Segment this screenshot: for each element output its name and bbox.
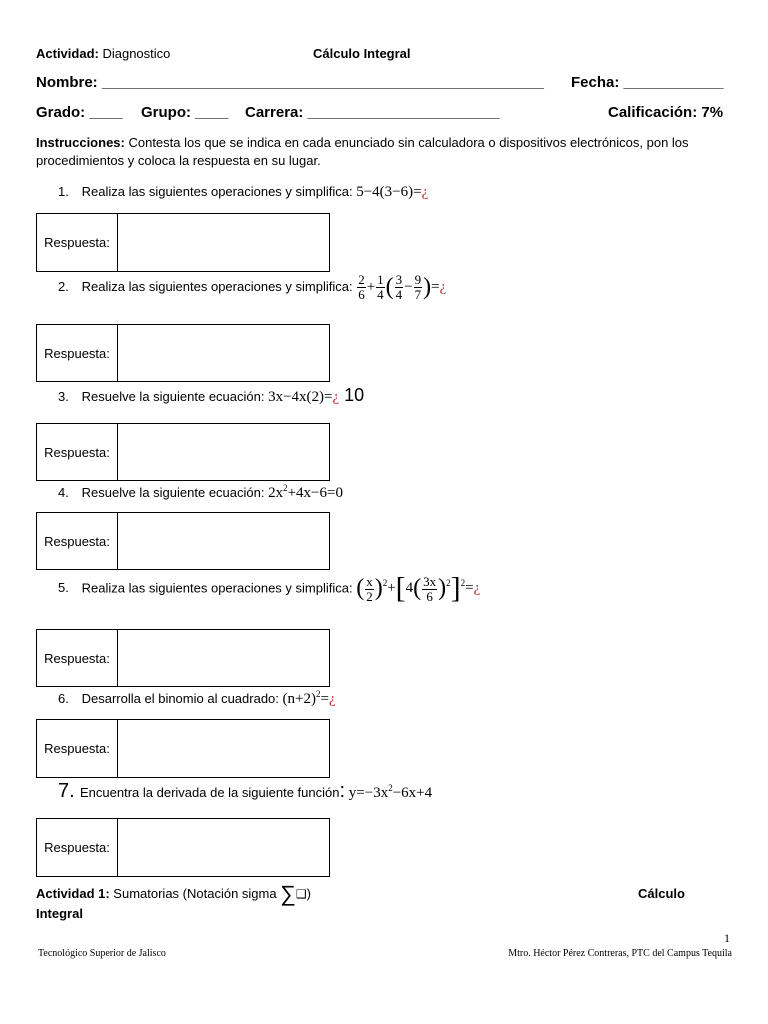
instructions (36, 134, 689, 170)
answer-box-1[interactable] (36, 213, 330, 272)
math-expression: 5−4(3−6)= (356, 184, 422, 200)
closing-paren: ) (306, 886, 311, 901)
question-mark: ¿ (328, 691, 336, 707)
colon: : (339, 780, 346, 802)
math-expression: $\frac{2}{6}$ + $\frac{1}{4}$ ( $\frac{3}{4}$ − $\frac{9}{7}$ )=¿ (358, 272, 447, 302)
question-4 (58, 483, 343, 502)
answer-label: Respuesta: (37, 513, 118, 569)
question-mark: ¿ (421, 184, 429, 200)
question-mark: ¿ (332, 389, 340, 405)
answer-box-6[interactable] (36, 719, 330, 778)
nombre-line (36, 74, 544, 91)
question-number: 2. (58, 278, 69, 294)
page-number: 1 (724, 931, 730, 945)
question-text: Realiza las siguientes operaciones y simplifica: (81, 184, 357, 199)
grado-line (36, 104, 123, 121)
placeholder-box-icon: ❑ (295, 887, 307, 901)
math-expression: ( $\frac{x}{2}$ )$^2$+[4( $\frac{3x}{6}$ )$^2$]$^2$=¿ (356, 572, 481, 605)
answer-label: Respuesta: (37, 819, 118, 876)
next-activity-course-b: Integral (36, 906, 83, 921)
answer-label: Respuesta: (37, 720, 118, 777)
footer-right: Mtro. Héctor Pérez Contreras, PTC del Campus Tequila (508, 948, 732, 959)
nombre-label: Nombre: (36, 74, 102, 91)
question-2 (58, 273, 446, 302)
answer-box-4[interactable] (36, 512, 330, 570)
next-activity (36, 881, 311, 907)
next-activity-course-a: Cálculo (638, 886, 685, 901)
activity-label: Actividad: (36, 46, 99, 61)
question-text: Encuentra la derivada de la siguiente función (80, 785, 340, 800)
sigma-icon: ∑ (280, 881, 296, 906)
grupo-field[interactable]: ____ (195, 104, 229, 121)
grupo-label: Grupo: (141, 104, 196, 121)
carrera-label: Carrera: (245, 104, 308, 121)
fecha-field[interactable]: ____________ (623, 74, 724, 91)
question-text: Resuelve la siguiente ecuación: (81, 389, 269, 404)
question-number: 5. (58, 580, 69, 596)
answer-box-3[interactable] (36, 423, 330, 481)
question-5 (58, 572, 480, 606)
question-3 (58, 385, 364, 406)
carrera-line (245, 104, 499, 121)
next-activity-label: Actividad 1: (36, 886, 110, 901)
instructions-line1: Contesta los que se indica en cada enunciado sin calculadora o dispositivos electrónicos, pon los (124, 135, 689, 150)
answer-hint: 10 (339, 385, 365, 405)
question-1 (58, 184, 428, 201)
question-6 (58, 689, 336, 708)
question-7 (58, 780, 432, 803)
course-title: Cálculo Integral (313, 46, 411, 61)
math-expression: $y=-3x^2-6x+4$ (345, 783, 433, 801)
question-number: 1. (58, 184, 69, 199)
question-mark: ¿ (439, 278, 447, 295)
math-expression: 3x−4x(2)= (268, 389, 333, 405)
math-expression: $(n+2)^2=¿$ (282, 689, 336, 707)
carrera-field[interactable]: _______________________ (307, 104, 500, 121)
answer-label: Respuesta: (37, 424, 118, 480)
answer-box-2[interactable] (36, 324, 330, 382)
question-number: 6. (58, 691, 69, 706)
activity-value: Diagnostico (102, 46, 171, 61)
activity-line (36, 46, 170, 61)
fecha-label: Fecha: (571, 74, 624, 91)
answer-label: Respuesta: (37, 325, 118, 381)
calificacion: Calificación: 7% (608, 104, 724, 121)
grado-label: Grado: (36, 104, 90, 121)
next-activity-text: Sumatorias (Notación sigma (109, 886, 281, 901)
question-number: 4. (58, 485, 69, 500)
question-text: Realiza las siguientes operaciones y simplifica: (81, 580, 357, 596)
grupo-line (141, 104, 229, 121)
fecha-line (571, 74, 724, 91)
instructions-line2: procedimientos y coloca la respuesta en su lugar. (36, 153, 321, 168)
nombre-field[interactable]: _____________________________________________________ (101, 74, 544, 91)
instructions-label: Instrucciones: (36, 135, 125, 150)
question-number: 7. (58, 780, 75, 802)
math-expression: $2x^2+4x-6=0$ (268, 483, 343, 501)
question-text: Resuelve la siguiente ecuación: (81, 485, 269, 500)
grado-field[interactable]: ____ (89, 104, 123, 121)
question-number: 3. (58, 389, 69, 404)
answer-label: Respuesta: (37, 630, 118, 686)
question-mark: ¿ (473, 580, 481, 597)
answer-box-7[interactable] (36, 818, 330, 877)
question-text: Desarrolla el binomio al cuadrado: (81, 691, 283, 706)
footer-left: Tecnológico Superior de Jalisco (38, 948, 166, 959)
answer-box-5[interactable] (36, 629, 330, 687)
question-text: Realiza las siguientes operaciones y simplifica: (81, 278, 357, 294)
answer-label: Respuesta: (37, 214, 118, 271)
